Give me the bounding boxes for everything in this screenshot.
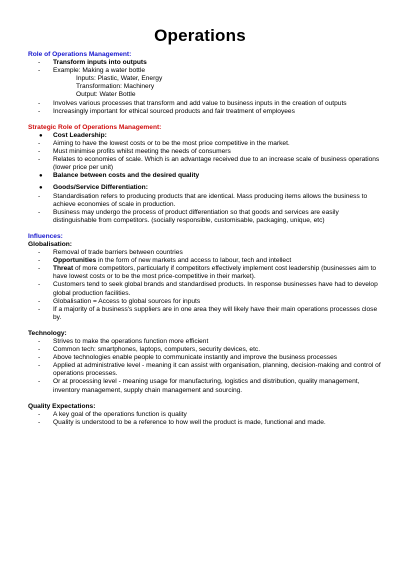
- dash-marker: -: [38, 346, 41, 354]
- list-item: [28, 265, 383, 281]
- dash-marker: -: [38, 354, 41, 362]
- section-gap: [28, 395, 383, 403]
- list-item-text: Strives to make the operations function more efficient: [53, 338, 209, 345]
- differentiation-title: Goods/Service Differentiation:: [53, 184, 148, 192]
- list-item: [28, 338, 383, 346]
- list-item: [28, 281, 383, 297]
- list-item-text: Example: Making a water bottle: [53, 67, 145, 75]
- list-item-text: Customers tend to seek global brands and standardised products. In response businesses have had to develop global production facilities.: [53, 281, 378, 297]
- quality-title: Quality Expectations:: [28, 402, 96, 410]
- bullet-item: [28, 132, 383, 140]
- list-item: [28, 354, 383, 362]
- list-item-text: Business may undergo the process of product differentiation so that goods and services are easily distinguishable from competitors. (socially responsible, customisable, packaging, unique, etc): [53, 208, 339, 224]
- dash-marker: -: [38, 148, 41, 156]
- bullet-marker: ●: [39, 132, 43, 139]
- example-line: Transformation: Machinery: [76, 83, 155, 91]
- dash-marker: -: [38, 139, 41, 147]
- list-item: [28, 298, 383, 306]
- technology-title: Technology:: [28, 329, 67, 337]
- list-item: [28, 411, 383, 419]
- dash-marker: -: [38, 410, 41, 418]
- list-item: [28, 209, 383, 225]
- page-title: Operations: [154, 26, 246, 45]
- list-item-lead: Threat: [53, 265, 74, 273]
- list-item-text: Aiming to have the lowest costs or to be the most price competitive in the market.: [53, 139, 290, 147]
- list-item: [28, 419, 383, 427]
- list-item-text: Above technologies enable people to communicate instantly and improve the business processes: [53, 354, 338, 362]
- dash-marker: -: [38, 338, 41, 345]
- list-item: [28, 156, 383, 172]
- dash-marker: -: [38, 418, 41, 426]
- list-item-text: in the form of new markets and access to labour, tech and intellect: [96, 257, 292, 265]
- list-item-text: Relates to economies of scale. Which is an advantage received due to an increase scale of business operations (lower price per unit): [53, 156, 380, 172]
- dash-marker: -: [38, 265, 41, 273]
- example-line: Output: Water Bottle: [76, 91, 136, 99]
- list-item-text: Increasingly important for ethical sourced products and fair treatment of employees: [53, 107, 295, 115]
- balance-statement: Balance between costs and the desired quality: [53, 172, 200, 180]
- list-item: [28, 108, 383, 116]
- list-item: [28, 378, 383, 394]
- list-item: [28, 249, 383, 257]
- dash-marker: -: [38, 362, 41, 370]
- dash-marker: -: [38, 156, 41, 164]
- list-item-text: A key goal of the operations function is quality: [53, 410, 187, 418]
- list-item: [28, 193, 383, 209]
- globalisation-title: Globalisation:: [28, 240, 72, 248]
- dash-marker: -: [38, 59, 41, 67]
- example-line: Inputs: Plastic, Water, Energy: [76, 75, 163, 83]
- list-item-text: Standardisation refers to producing products that are identical. Mass producing items allows the business to achieve economies of scale in production.: [53, 192, 368, 208]
- list-item: [28, 100, 383, 108]
- bullet-marker: ●: [39, 185, 43, 192]
- list-item-text: Transform inputs into outputs: [53, 59, 147, 67]
- influences-heading: Influences:: [28, 232, 63, 240]
- list-item-text: Quality is understood to be a reference to how well the product is made, functional and made.: [53, 418, 326, 426]
- list-item-text: Or at processing level - meaning usage for manufacturing, logistics and distribution, quality management, inventory management, supply chain management and sourcing.: [53, 378, 360, 394]
- list-item: [28, 306, 383, 322]
- list-item: [28, 59, 383, 67]
- dash-marker: -: [38, 297, 41, 305]
- dash-marker: -: [38, 67, 41, 75]
- list-item-text: Globalisation = Access to global sources for inputs: [53, 297, 201, 305]
- role-heading: Role of Operations Management:: [28, 51, 132, 58]
- bullet-item: [28, 172, 383, 180]
- list-item: [28, 67, 383, 75]
- dash-marker: -: [38, 257, 41, 265]
- document-body: [28, 51, 383, 427]
- list-item: [28, 362, 383, 378]
- list-item-text: of more competitors, particularly if competitors effectively implement cost leadership (businesses aim to have lowest costs or to be the most price-competitive in their market).: [53, 265, 377, 281]
- dash-marker: -: [38, 107, 41, 115]
- section-gap: [28, 225, 383, 233]
- list-item: [28, 148, 383, 156]
- dash-marker: -: [38, 378, 41, 386]
- list-item-text: Common tech: smartphones, laptops, computers, security devices, etc.: [53, 346, 261, 354]
- list-item: [28, 140, 383, 148]
- list-item: [28, 257, 383, 265]
- list-item-text: Involves various processes that transform and add value to business inputs in the creation of outputs: [53, 99, 347, 107]
- dash-marker: -: [38, 305, 41, 313]
- dash-marker: -: [38, 281, 41, 289]
- dash-marker: -: [38, 192, 41, 200]
- dash-marker: -: [38, 99, 41, 107]
- cost-leadership-title: Cost Leadership:: [53, 131, 107, 139]
- section-gap: [28, 322, 383, 330]
- list-item-text: Applied at administrative level - meaning it can assist with organisation, planning, decision-making and control of operations processes.: [53, 362, 381, 378]
- list-item-lead: Opportunities: [53, 257, 97, 265]
- dash-marker: -: [38, 249, 41, 257]
- list-item-text: Must minimise profits whilst meeting the needs of consumers: [53, 148, 231, 156]
- list-item: [28, 346, 383, 354]
- bullet-item: [28, 184, 383, 192]
- dash-marker: -: [38, 208, 41, 216]
- section-gap: [28, 116, 383, 124]
- list-item-text: If a majority of a business's suppliers are in one area they will likely have their main operations processes close by.: [53, 305, 378, 321]
- strategic-heading: Strategic Role of Operations Management:: [28, 123, 162, 131]
- list-item-text: Removal of trade barriers between countries: [53, 249, 183, 257]
- bullet-marker: ●: [39, 173, 43, 180]
